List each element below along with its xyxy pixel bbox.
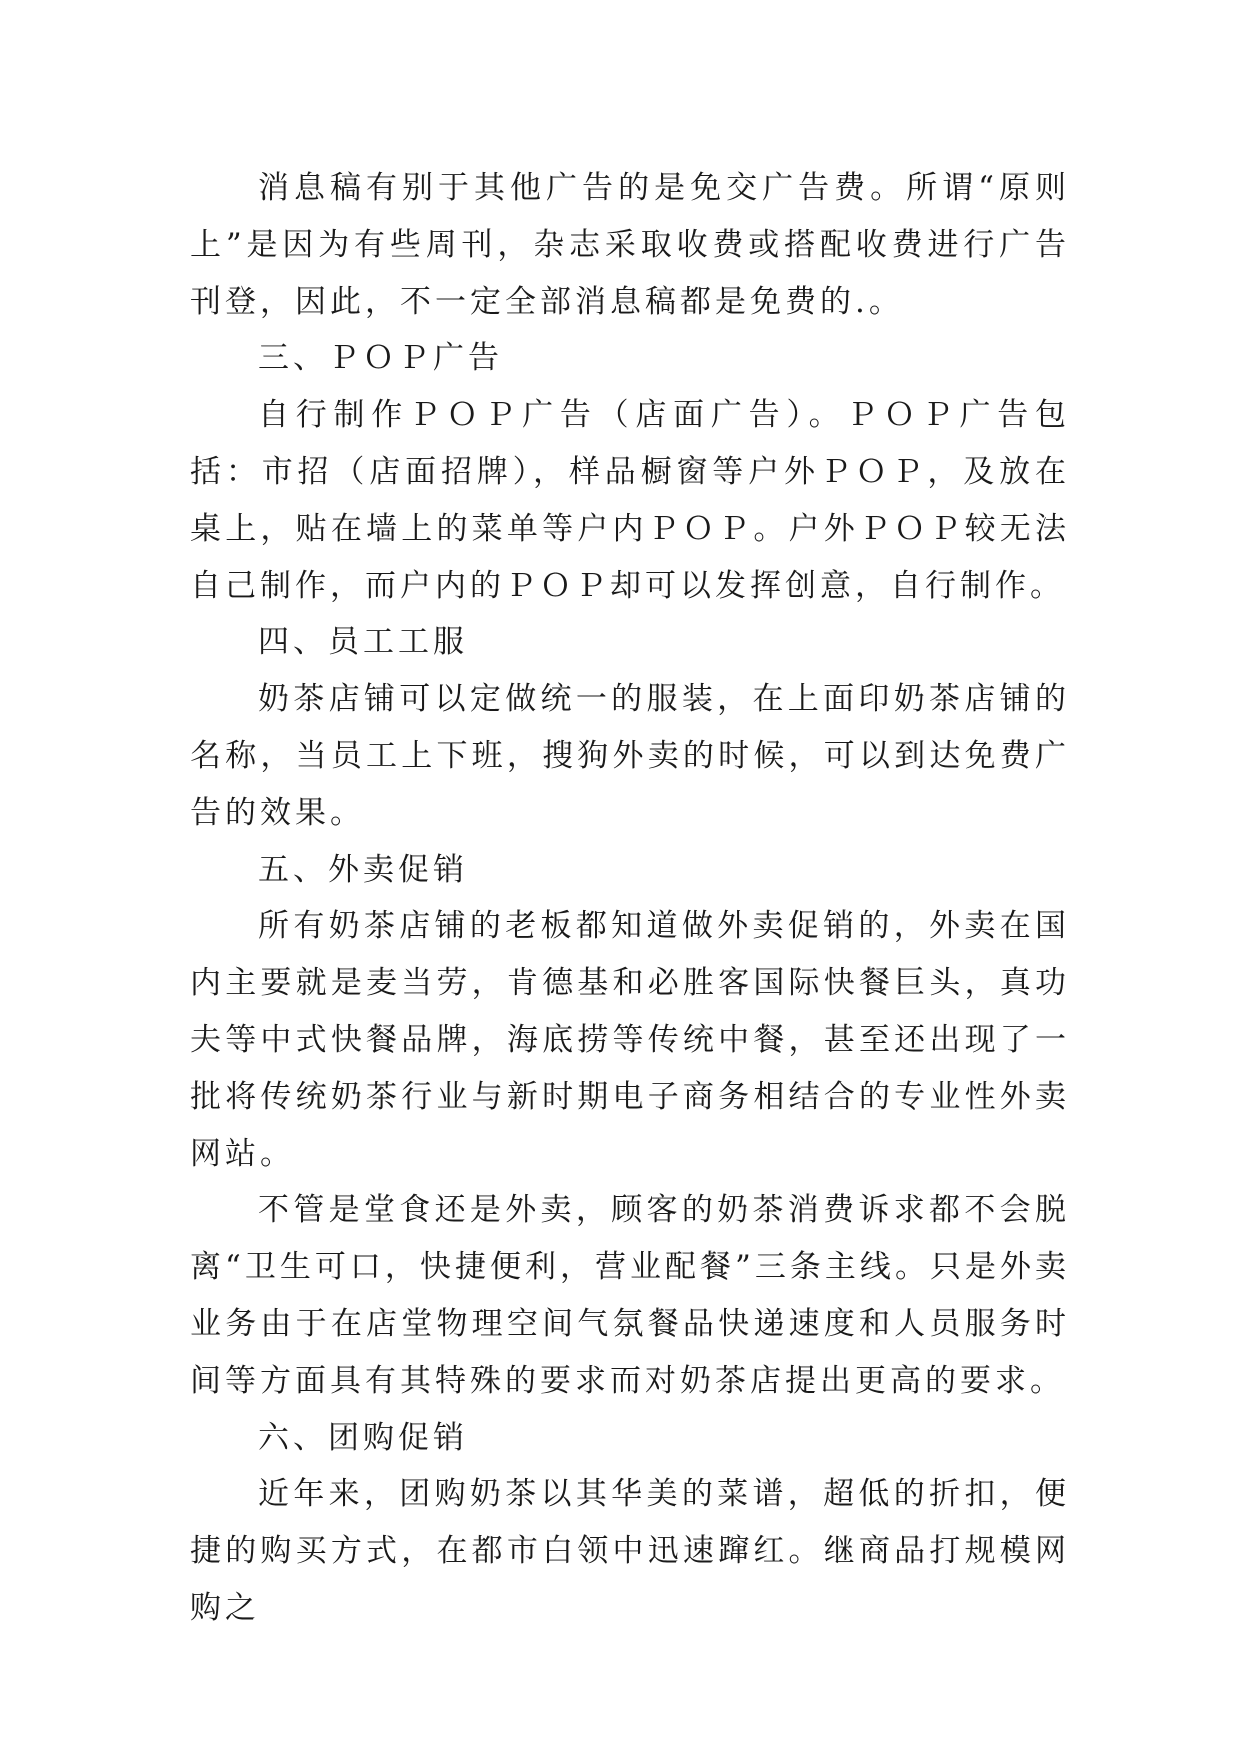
paragraph-news-release: 消息稿有别于其他广告的是免交广告费。所谓“原则上”是因为有些周刊，杂志采取收费或搭配收费进行广告刊登，因此，不一定全部消息稿都是免费的.。 <box>190 170 1070 320</box>
heading-takeout-promotion: 五、外卖促销 <box>258 851 468 888</box>
paragraph-staff-uniform: 奶茶店铺可以定做统一的服装，在上面印奶茶店铺的名称，当员工上下班，搜狗外卖的时候，可以到达免费广告的效果。 <box>190 681 1070 831</box>
heading-pop-ads: 三、ＰＯＰ广告 <box>258 340 503 377</box>
heading-group-buying: 六、团购促销 <box>258 1419 468 1456</box>
heading-staff-uniform: 四、员工工服 <box>258 624 468 661</box>
paragraph-takeout-promotion: 所有奶茶店铺的老板都知道做外卖促销的，外卖在国内主要就是麦当劳，肯德基和必胜客国际快餐巨头，真功夫等中式快餐品牌，海底捞等传统中餐，甚至还出现了一批将传统奶茶行业与新时期电子商务相结合的专业性外卖网站。 <box>190 908 1070 1172</box>
paragraph-dine-in-vs-takeout: 不管是堂食还是外卖，顾客的奶茶消费诉求都不会脱离“卫生可口，快捷便利，营业配餐”三条主线。只是外卖业务由于在店堂物理空间气氛餐品快递速度和人员服务时间等方面具有其特殊的要求而对奶茶店提出更高的要求。 <box>190 1192 1070 1399</box>
paragraph-pop-ads: 自行制作ＰＯＰ广告（店面广告）。ＰＯＰ广告包括：市招（店面招牌），样品橱窗等户外ＰＯＰ，及放在桌上，贴在墙上的菜单等户内ＰＯＰ。户外ＰＯＰ较无法自己制作，而户内的ＰＯＰ却可以发挥创意，自行制作。 <box>190 397 1070 604</box>
paragraph-group-buying: 近年来，团购奶茶以其华美的菜谱，超低的折扣，便捷的购买方式，在都市白领中迅速蹿红。继商品打规模网购之 <box>190 1476 1070 1626</box>
document-body <box>190 160 1070 1637</box>
